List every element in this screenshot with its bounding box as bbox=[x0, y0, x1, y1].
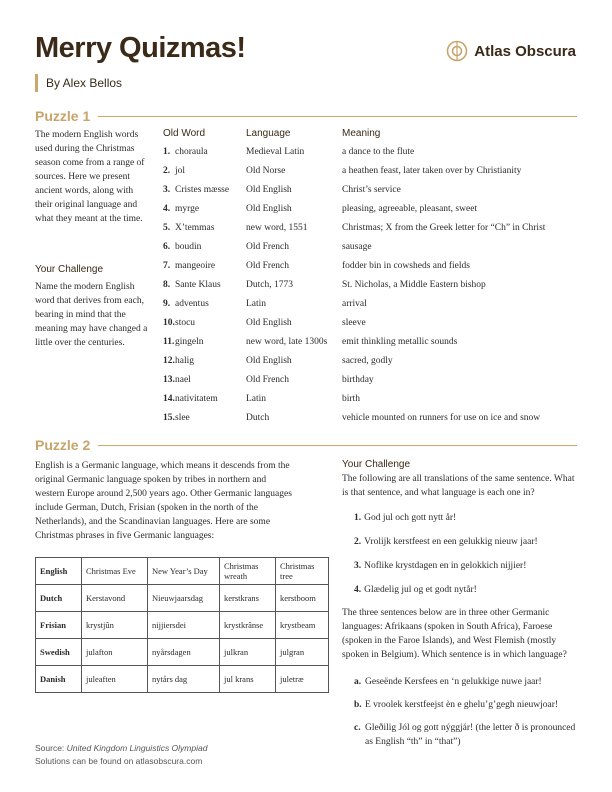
old-word: Sante Klaus bbox=[175, 280, 221, 290]
three-sentence-list bbox=[354, 675, 580, 758]
table-row bbox=[36, 585, 329, 612]
footer bbox=[35, 742, 207, 768]
divider bbox=[98, 116, 577, 117]
source-line bbox=[35, 742, 207, 755]
old-word: slee bbox=[175, 413, 190, 423]
row-number: 12. bbox=[163, 356, 175, 366]
phrase-cell: New Year’s Day bbox=[148, 558, 220, 585]
phrases-table bbox=[35, 557, 329, 693]
row-number: 10. bbox=[163, 318, 175, 328]
language-cell: Danish bbox=[36, 666, 82, 693]
sentence-letter: b. bbox=[354, 700, 362, 710]
language-cell: English bbox=[36, 558, 82, 585]
language: Old English bbox=[246, 185, 292, 195]
phrase-cell: Christmas Eve bbox=[82, 558, 148, 585]
old-word: halig bbox=[175, 356, 194, 366]
row-number: 9. bbox=[163, 299, 171, 309]
row-number: 5. bbox=[163, 223, 171, 233]
divider bbox=[98, 445, 577, 446]
meaning: birthday bbox=[342, 375, 374, 385]
phrase-cell: Nieuwjaarsdag bbox=[148, 585, 220, 612]
language: Old English bbox=[246, 318, 292, 328]
table-row bbox=[36, 558, 329, 585]
row-number: 13. bbox=[163, 375, 175, 385]
sentence-item bbox=[354, 559, 538, 583]
meaning: vehicle mounted on runners for use on ice and snow bbox=[342, 413, 541, 423]
sentence-text: E vroolek kerstfeejst èn e ghelu’g’gegh nieuwjoar! bbox=[365, 700, 559, 710]
puzzle2-challenge-heading: Your Challenge bbox=[342, 459, 411, 470]
atlas-obscura-logo[interactable] bbox=[446, 40, 576, 62]
puzzle1-challenge-text: Name the modern English word that derives from each, bearing in mind that the meaning may have changed a little over the centuries. bbox=[35, 282, 148, 348]
sentence-item bbox=[354, 511, 538, 535]
row-number: 6. bbox=[163, 242, 171, 252]
sentence-number: 3. bbox=[354, 561, 362, 571]
language: Dutch, 1773 bbox=[246, 280, 293, 290]
meaning: sleeve bbox=[342, 318, 366, 328]
phrase-cell: nijjiersdei bbox=[148, 612, 220, 639]
phrase-cell: kerstboom bbox=[276, 585, 329, 612]
language: Latin bbox=[246, 299, 267, 309]
sentence-text: Geseënde Kersfees en ‘n gelukkige nuwe jaar! bbox=[365, 677, 542, 687]
puzzle2-heading bbox=[35, 437, 577, 453]
row-number: 15. bbox=[163, 413, 175, 423]
table-row bbox=[36, 612, 329, 639]
logo-text: Atlas Obscura bbox=[474, 42, 576, 60]
old-word: jol bbox=[175, 166, 186, 176]
phrase-cell: juletræ bbox=[276, 666, 329, 693]
language: new word, late 1300s bbox=[246, 337, 328, 347]
three-sentence-item bbox=[354, 721, 580, 749]
old-word: Cristes mæsse bbox=[175, 185, 230, 195]
row-number: 7. bbox=[163, 261, 171, 271]
puzzle2-title: Puzzle 2 bbox=[35, 437, 91, 453]
old-word: nativitatem bbox=[175, 394, 218, 404]
phrase-cell: krystjûn bbox=[82, 612, 148, 639]
sentence-item bbox=[354, 535, 538, 559]
old-word: mangeoire bbox=[175, 261, 216, 271]
phrase-cell: nytårs dag bbox=[148, 666, 220, 693]
meaning: arrival bbox=[342, 299, 367, 309]
language: Old French bbox=[246, 261, 290, 271]
phrase-cell: Kerstavond bbox=[82, 585, 148, 612]
language: Old French bbox=[246, 242, 290, 252]
puzzle1-title: Puzzle 1 bbox=[35, 108, 91, 124]
sentence-text: Noflike krystdagen en in gelokkich nijjier! bbox=[364, 561, 527, 571]
meaning: emit thinkling metallic sounds bbox=[342, 337, 458, 347]
puzzle2-three-intro: The three sentences below are in three other Germanic languages: Afrikaans (spoken in South Africa), Faroese (spoken in the Faroe Islands), and West Flemish (mostly spoken in Belgium). Which sentence is in which language? bbox=[342, 608, 567, 660]
phrase-cell: julkran bbox=[220, 639, 276, 666]
meaning: St. Nicholas, a Middle Eastern bishop bbox=[342, 280, 486, 290]
meaning: fodder bin in cowsheds and fields bbox=[342, 261, 470, 271]
phrase-cell: nyårsdagen bbox=[148, 639, 220, 666]
language-cell: Frisian bbox=[36, 612, 82, 639]
sentence-number: 2. bbox=[354, 537, 362, 547]
old-word: stocu bbox=[175, 318, 196, 328]
puzzle2-intro: English is a Germanic language, which means it descends from the original Germanic language spoken by tribes in northern and western Europe around 2,500 years ago. Other Germanic languages include German, Dutch, Frisian (spoken in the north of the Netherlands), and the Scandinavian languages. Here are some Christmas phrases in five Germanic languages: bbox=[35, 461, 292, 541]
old-word: nael bbox=[175, 375, 191, 385]
phrase-cell: krystkrânse bbox=[220, 612, 276, 639]
row-number: 14. bbox=[163, 394, 175, 404]
old-word: adventus bbox=[175, 299, 209, 309]
meaning: Christ’s service bbox=[342, 185, 401, 195]
sentence-letter: c. bbox=[354, 723, 361, 733]
language: Old English bbox=[246, 204, 292, 214]
column-header-language: Language bbox=[246, 128, 291, 139]
phrase-cell: krystbeam bbox=[276, 612, 329, 639]
sentence-list bbox=[354, 511, 538, 607]
phrase-cell: Christmas tree bbox=[276, 558, 329, 585]
column-header-old-word: Old Word bbox=[163, 128, 206, 139]
three-sentence-item bbox=[354, 675, 580, 689]
puzzle1-heading bbox=[35, 108, 577, 124]
language-cell: Swedish bbox=[36, 639, 82, 666]
puzzle2-challenge-text: The following are all translations of the same sentence. What is that sentence, and what language is each one in? bbox=[342, 474, 575, 498]
table-row bbox=[36, 666, 329, 693]
language: Old English bbox=[246, 356, 292, 366]
language: Latin bbox=[246, 394, 267, 404]
language: new word, 1551 bbox=[246, 223, 308, 233]
meaning: birth bbox=[342, 394, 360, 404]
sentence-letter: a. bbox=[354, 677, 362, 687]
sentence-number: 4. bbox=[354, 585, 362, 595]
source-name: United Kingdom Linguistics Olympiad bbox=[66, 743, 208, 753]
meaning: a heathen feast, later taken over by Christianity bbox=[342, 166, 522, 176]
language: Medieval Latin bbox=[246, 147, 305, 157]
puzzle1-intro: The modern English words used during the Christmas season come from a range of sources. Here we present ancient words, along with their original language and what they meant at the time. bbox=[35, 130, 145, 224]
language: Old Norse bbox=[246, 166, 286, 176]
sentence-text: Gleðilig Jól og gott nýggjár! (the letter ð is pronounced as English “th” in “that”) bbox=[365, 723, 576, 747]
row-number: 3. bbox=[163, 185, 171, 195]
meaning: sacred, godly bbox=[342, 356, 393, 366]
phrase-cell: kerstkrans bbox=[220, 585, 276, 612]
sentence-text: Glædelig jul og et godt nytår! bbox=[364, 585, 477, 595]
meaning: sausage bbox=[342, 242, 372, 252]
phrase-cell: jul krans bbox=[220, 666, 276, 693]
meaning: pleasing, agreeable, pleasant, sweet bbox=[342, 204, 478, 214]
row-number: 2. bbox=[163, 166, 171, 176]
column-header-meaning: Meaning bbox=[342, 128, 381, 139]
sentence-text: God jul och gott nytt år! bbox=[364, 513, 457, 523]
meaning: a dance to the flute bbox=[342, 147, 415, 157]
phrase-cell: juleaften bbox=[82, 666, 148, 693]
page-title: Merry Quizmas! bbox=[35, 32, 246, 64]
old-word: gingeln bbox=[175, 337, 204, 347]
row-number: 11. bbox=[163, 337, 175, 347]
old-word: boudin bbox=[175, 242, 202, 252]
byline: By Alex Bellos bbox=[35, 74, 122, 92]
three-sentence-item bbox=[354, 698, 580, 712]
row-number: 4. bbox=[163, 204, 171, 214]
phrase-cell: Christmas wreath bbox=[220, 558, 276, 585]
sentence-item bbox=[354, 583, 538, 607]
old-word: choraula bbox=[175, 147, 208, 157]
old-word: X’temmas bbox=[175, 223, 215, 233]
compass-icon bbox=[446, 40, 468, 62]
old-word: myrge bbox=[175, 204, 200, 214]
meaning: Christmas; X from the Greek letter for “Ch” in Christ bbox=[342, 223, 546, 233]
source-label: Source: bbox=[35, 743, 65, 753]
sentence-text: Vrolijk kerstfeest en een gelukkig nieuw jaar! bbox=[364, 537, 538, 547]
row-number: 8. bbox=[163, 280, 171, 290]
language-cell: Dutch bbox=[36, 585, 82, 612]
phrase-cell: julafton bbox=[82, 639, 148, 666]
table-row bbox=[36, 639, 329, 666]
row-number: 1. bbox=[163, 147, 171, 157]
solutions-note: Solutions can be found on atlasobscura.com bbox=[35, 756, 203, 766]
puzzle1-challenge-heading: Your Challenge bbox=[35, 264, 104, 275]
language: Old French bbox=[246, 375, 290, 385]
phrase-cell: julgran bbox=[276, 639, 329, 666]
language: Dutch bbox=[246, 413, 270, 423]
sentence-number: 1. bbox=[354, 513, 362, 523]
